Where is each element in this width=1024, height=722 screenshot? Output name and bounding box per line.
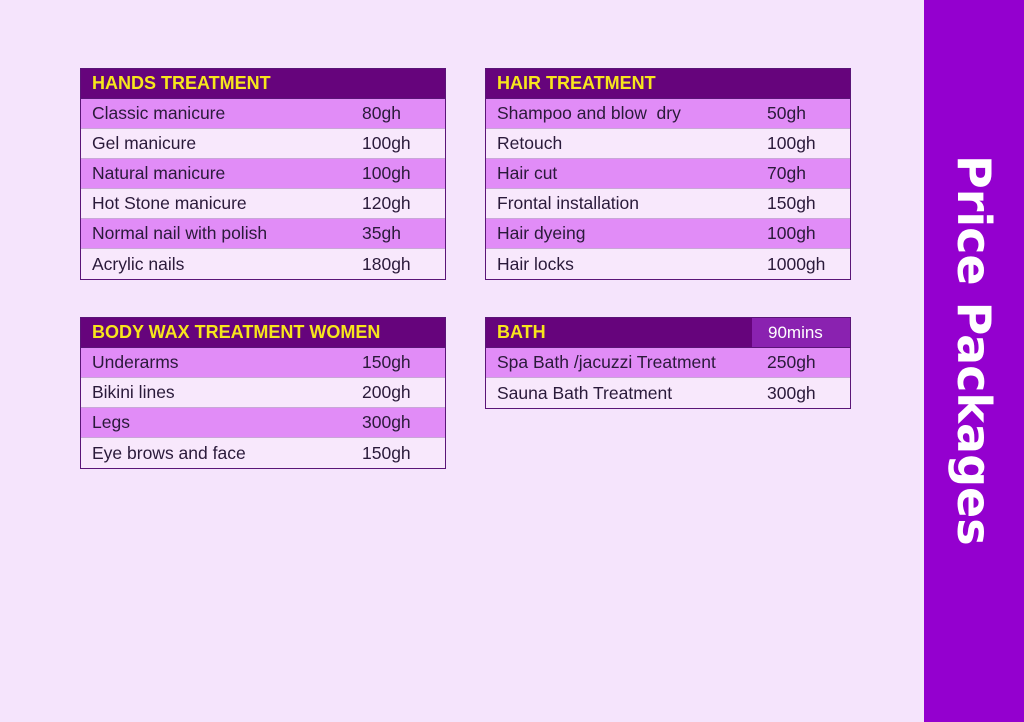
service-price: 250gh xyxy=(767,352,816,372)
table-row xyxy=(81,348,445,378)
sidebar xyxy=(924,0,1024,722)
service-price: 150gh xyxy=(362,442,411,463)
service-name: Hair dyeing xyxy=(497,223,586,243)
table-row xyxy=(486,219,850,249)
service-price: 100gh xyxy=(362,133,411,153)
service-name: Retouch xyxy=(497,133,563,153)
table-row xyxy=(486,189,850,219)
service-name: Legs xyxy=(92,412,130,432)
bath-table xyxy=(485,317,851,409)
table-row xyxy=(486,129,850,159)
service-price: 100gh xyxy=(362,163,411,183)
service-name: Underarms xyxy=(92,352,179,372)
service-name: Hair cut xyxy=(497,163,558,183)
duration-label: 90mins xyxy=(752,318,850,347)
service-name: Sauna Bath Treatment xyxy=(497,382,673,403)
service-price: 50gh xyxy=(767,103,806,123)
page-title: Price Packages xyxy=(947,155,1001,546)
table-row xyxy=(81,129,445,159)
service-price: 1000gh xyxy=(767,253,826,274)
table-row xyxy=(81,159,445,189)
service-price: 150gh xyxy=(767,193,816,213)
service-price: 70gh xyxy=(767,163,806,183)
service-name: Hot Stone manicure xyxy=(92,193,247,213)
service-price: 200gh xyxy=(362,382,411,402)
service-price: 180gh xyxy=(362,253,411,274)
table-row xyxy=(81,378,445,408)
service-price: 300gh xyxy=(767,382,816,403)
service-name: Acrylic nails xyxy=(92,253,185,274)
table-row xyxy=(81,219,445,249)
table-row xyxy=(81,99,445,129)
service-name: Shampoo and blow dry xyxy=(497,103,681,123)
table-row xyxy=(486,249,850,279)
service-price: 100gh xyxy=(767,133,816,153)
hands-treatment-table xyxy=(80,68,446,280)
table-row xyxy=(81,189,445,219)
table-row xyxy=(81,249,445,279)
table-header xyxy=(486,318,850,348)
service-name: Hair locks xyxy=(497,253,574,274)
service-name: Eye brows and face xyxy=(92,442,246,463)
table-header: BODY WAX TREATMENT WOMEN xyxy=(81,318,445,348)
table-title: BATH xyxy=(497,322,546,342)
table-row xyxy=(81,438,445,468)
hair-treatment-table xyxy=(485,68,851,280)
service-name: Bikini lines xyxy=(92,382,175,402)
table-row xyxy=(486,348,850,378)
service-name: Natural manicure xyxy=(92,163,226,183)
service-name: Spa Bath /jacuzzi Treatment xyxy=(497,352,716,372)
service-price: 100gh xyxy=(767,223,816,243)
table-header: HANDS TREATMENT xyxy=(81,69,445,99)
service-price: 120gh xyxy=(362,193,411,213)
table-row xyxy=(81,408,445,438)
table-header: HAIR TREATMENT xyxy=(486,69,850,99)
service-name: Gel manicure xyxy=(92,133,197,153)
service-price: 300gh xyxy=(362,412,411,432)
table-row xyxy=(486,99,850,129)
service-name: Normal nail with polish xyxy=(92,223,268,243)
body-wax-table xyxy=(80,317,446,469)
table-row xyxy=(486,159,850,189)
service-price: 80gh xyxy=(362,103,401,123)
table-row xyxy=(486,378,850,408)
service-price: 35gh xyxy=(362,223,401,243)
service-name: Classic manicure xyxy=(92,103,226,123)
service-name: Frontal installation xyxy=(497,193,640,213)
service-price: 150gh xyxy=(362,352,411,372)
